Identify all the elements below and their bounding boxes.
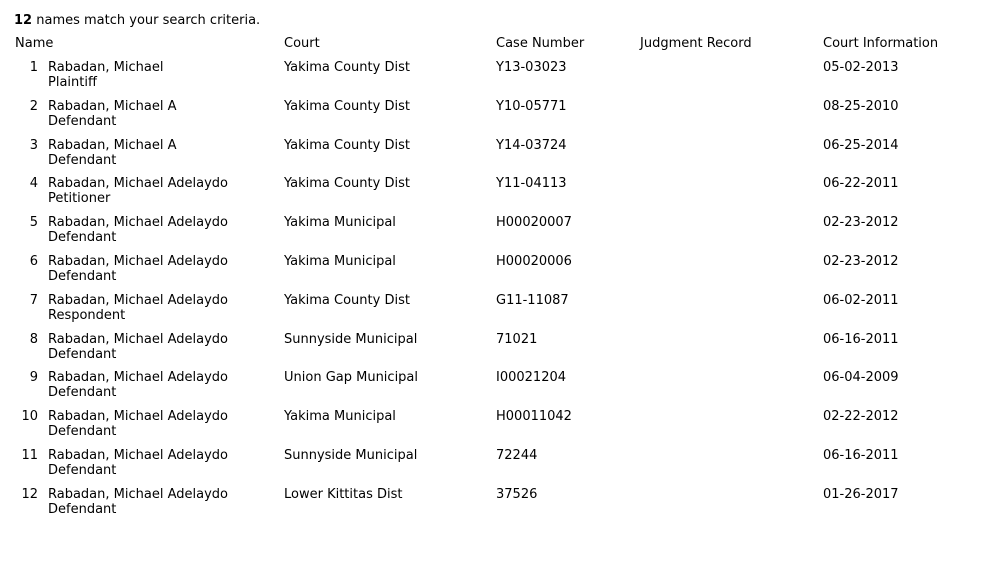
party-role: Defendant	[48, 501, 117, 517]
party-role: Defendant	[48, 230, 117, 246]
party-role: Defendant	[48, 385, 117, 401]
table-row	[0, 254, 1000, 293]
row-number: 6	[29, 253, 38, 269]
row-number: 4	[29, 176, 38, 192]
table-row	[0, 409, 1000, 448]
party-role: Defendant	[48, 268, 117, 284]
party-name[interactable]: Rabadan, Michael Adelaydo	[48, 176, 228, 192]
party-role: Respondent	[48, 307, 126, 323]
court-information-date: 08-25-2010	[823, 98, 899, 114]
court-name: Yakima County Dist	[284, 137, 410, 153]
party-role: Defendant	[48, 152, 117, 168]
party-role: Plaintiff	[48, 75, 97, 90]
party-name[interactable]: Rabadan, Michael A	[48, 137, 177, 153]
table-row	[0, 176, 1000, 215]
court-name: Yakima Municipal	[284, 409, 396, 425]
header-judgment-record: Judgment Record	[640, 36, 752, 51]
party-name[interactable]: Rabadan, Michael Adelaydo	[48, 253, 228, 269]
court-name: Yakima County Dist	[284, 292, 410, 308]
table-row	[0, 332, 1000, 371]
court-name: Lower Kittitas Dist	[284, 486, 403, 502]
court-information-date: 06-04-2009	[823, 370, 899, 386]
party-name[interactable]: Rabadan, Michael Adelaydo	[48, 370, 228, 386]
table-row	[0, 487, 1000, 526]
header-court: Court	[284, 36, 320, 51]
court-information-date: 06-02-2011	[823, 292, 899, 308]
party-role: Petitioner	[48, 191, 111, 207]
party-role: Defendant	[48, 346, 117, 362]
results-table-body	[0, 60, 1000, 526]
row-number: 10	[21, 409, 38, 425]
case-number[interactable]: H00011042	[496, 409, 572, 425]
court-information-date: 06-25-2014	[823, 137, 899, 153]
court-information-date: 02-23-2012	[823, 253, 899, 269]
party-role: Defendant	[48, 113, 117, 129]
case-number[interactable]: 72244	[496, 447, 538, 463]
table-row	[0, 448, 1000, 487]
results-count: 12	[14, 13, 33, 28]
row-number: 7	[29, 292, 38, 308]
party-name[interactable]: Rabadan, Michael Adelaydo	[48, 447, 228, 463]
party-name[interactable]: Rabadan, Michael Adelaydo	[48, 486, 228, 502]
party-name[interactable]: Rabadan, Michael Adelaydo	[48, 409, 228, 425]
header-name: Name	[15, 36, 54, 51]
table-row	[0, 99, 1000, 138]
table-row	[0, 370, 1000, 409]
court-name: Yakima County Dist	[284, 176, 410, 192]
row-number: 9	[29, 370, 38, 386]
party-name[interactable]: Rabadan, Michael Adelaydo	[48, 331, 228, 347]
court-name: Sunnyside Municipal	[284, 447, 418, 463]
court-name: Sunnyside Municipal	[284, 331, 418, 347]
row-number: 5	[29, 215, 38, 231]
court-information-date: 02-23-2012	[823, 215, 899, 231]
row-number: 3	[29, 137, 38, 153]
case-number[interactable]: Y14-03724	[496, 137, 567, 153]
court-name: Yakima Municipal	[284, 215, 396, 231]
case-number[interactable]: 37526	[496, 486, 538, 502]
results-summary-text: names match your search criteria.	[36, 13, 261, 28]
case-number[interactable]: H00020006	[496, 253, 572, 269]
row-number: 2	[29, 98, 38, 114]
party-role: Defendant	[48, 424, 117, 440]
case-number[interactable]: I00021204	[496, 370, 567, 386]
court-information-date: 02-22-2012	[823, 409, 899, 425]
case-number[interactable]: H00020007	[496, 215, 572, 231]
case-number[interactable]: Y11-04113	[496, 176, 567, 192]
row-number: 12	[21, 486, 38, 502]
results-table-header	[0, 36, 1000, 52]
court-name: Yakima County Dist	[284, 60, 410, 75]
row-number: 1	[29, 60, 38, 75]
row-number: 11	[21, 447, 38, 463]
row-number: 8	[29, 331, 38, 347]
party-name[interactable]: Rabadan, Michael Adelaydo	[48, 215, 228, 231]
court-name: Union Gap Municipal	[284, 370, 419, 386]
table-row	[0, 138, 1000, 177]
case-number[interactable]: Y13-03023	[496, 60, 567, 75]
case-number[interactable]: Y10-05771	[496, 98, 567, 114]
party-name[interactable]: Rabadan, Michael Adelaydo	[48, 292, 228, 308]
case-number[interactable]: G11-11087	[496, 292, 569, 308]
court-information-date: 06-16-2011	[823, 447, 899, 463]
table-row	[0, 215, 1000, 254]
court-information-date: 05-02-2013	[823, 60, 899, 75]
court-name: Yakima County Dist	[284, 98, 410, 114]
court-information-date: 06-22-2011	[823, 176, 899, 192]
table-row	[0, 293, 1000, 332]
court-information-date: 06-16-2011	[823, 331, 899, 347]
party-role: Defendant	[48, 462, 117, 478]
case-number[interactable]: 71021	[496, 331, 538, 347]
court-name: Yakima Municipal	[284, 253, 396, 269]
party-name[interactable]: Rabadan, Michael A	[48, 98, 177, 114]
table-row	[0, 60, 1000, 99]
results-summary	[14, 13, 260, 29]
party-name[interactable]: Rabadan, Michael	[48, 60, 164, 75]
court-information-date: 01-26-2017	[823, 486, 899, 502]
header-court-information: Court Information	[823, 36, 939, 51]
header-case-number: Case Number	[496, 36, 585, 51]
